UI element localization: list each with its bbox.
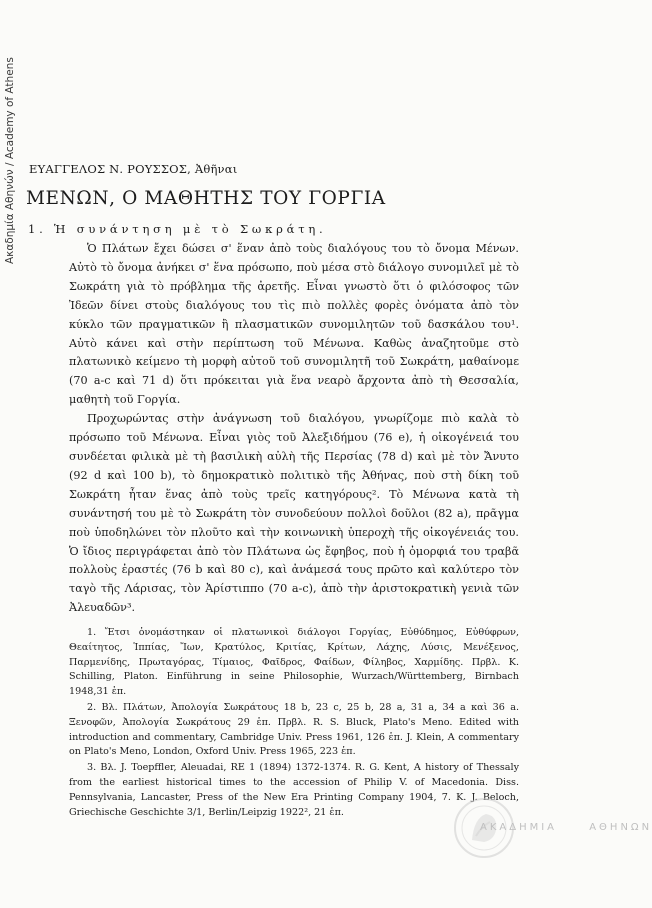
academy-mark-latin: ΑΘΗΝΩΝ [589,822,652,833]
footnote: 1. Ἔτσι ὀνομάστηκαν οἱ πλατωνικοὶ διάλογοι Γοργίας, Εὐθύδημος, Εὐθύφρων, Θεαίτητος, Ἱππίας, Ἴων, Κρατύλος, Κριτίας, Κρίτων, Λάχης, Λύσις, Μενέξενος, Παρμενίδης, Πρωταγόρας, Τίμαιος, Φαῖδρος, Φαίδων, Φίληβος, Χαρμίδης. Πρβλ. K. Schilling, Platon. Einführung in seine Philosophie, Wurzach/Württemberg, Birnbach 1948,31 ἑπ. [69,627,519,698]
section-heading: 1. Ἡ συνάντηση μὲ τὸ Σωκράτη. [28,222,327,236]
footnote: 3. Βλ. J. Toepffler, Aleuadai, RE 1 (1894) 1372-1374. R. G. Kent, A history of Thessaly from the earliest historical times to the accession of Philip V. of Macedonia. Diss. Pennsylvania, Lancaster, Press of the New Era Printing Company 1904, 7. K. J. Beloch, Griechische Geschichte 3/1, Berlin/Leipzig 1922², 21 ἑπ. [69,762,519,818]
paragraph: Ὁ Πλάτων ἔχει δώσει σ' ἕναν ἀπὸ τοὺς διαλόγους του τὸ ὄνομα Μένων. Αὐτὸ τὸ ὄνομα ἀνήκει σ' ἕνα πρόσωπο, ποὺ μέσα στὸ διάλογο συνομιλεῖ μὲ τὸ Σωκράτη γιὰ τὸ πρόβλημα τῆς ἀρετῆς. Εἶναι γνωστὸ ὅτι ὁ φιλόσοφος τῶν Ἰδεῶν δίνει στοὺς διαλόγους του τὶς πιὸ πολλὲς φορὲς ὀνόματα ἀπὸ τὸν κύκλο τῶν πραγματικῶν ἢ πλασματικῶν συνομιλητῶν τοῦ δασκάλου του¹. Αὐτὸ κάνει καὶ στὴν περίπτωση τοῦ Μένωνα. Καθὼς ἀναζητοῦμε στὸ πλατωνικὸ κείμενο τὴ μορφὴ αὐτοῦ τοῦ συνομιλητῆ τοῦ Σωκράτη, μαθαίνομε (70 a-c καὶ 71 d) ὅτι πρόκειται γιὰ ἕνα νεαρὸ ἄρχοντα ἀπὸ τὴ Θεσσαλία, μαθητὴ τοῦ Γοργία. [69,242,519,407]
academy-mark-greek: ΑΚΑΔΗΜΙΑ [480,822,558,833]
author-line: ΕΥΑΓΓΕΛΟΣ Ν. ΡΟΥΣΣΟΣ, Ἀθῆναι [29,162,238,176]
footnotes [69,626,519,821]
footnote: 2. Βλ. Πλάτων, Ἀπολογία Σωκράτους 18 b, 23 c, 25 b, 28 a, 31 a, 34 a καὶ 36 a. Ξενοφῶν, Ἀπολογία Σωκράτους 29 ἑπ. Πρβλ. R. S. Bluck, Plato's Meno. Edited with introduction and commentary, Cambridge Univ. Press 1961, 126 ἑπ. J. Klein, A commentary on Plato's Meno, London, Oxford Univ. Press 1965, 223 ἑπ. [69,701,519,758]
side-watermark [4,26,18,264]
article-title: ΜΕΝΩΝ, Ο ΜΑΘΗΤΗΣ ΤΟΥ ΓΟΡΓΙΑ [26,188,386,209]
paragraph: Προχωρώντας στὴν ἀνάγνωση τοῦ διαλόγου, γνωρίζομε πιὸ καλὰ τὸ πρόσωπο τοῦ Μένωνα. Εἶναι γιὸς τοῦ Ἀλεξιδήμου (76 e), ἡ οἰκογένειά του συνδέεται φιλικὰ μὲ τὴ βασιλικὴ αὐλὴ τῆς Περσίας (78 d) καὶ μὲ τὸν Ἄνυτο (92 d καὶ 100 b), τὸ δημοκρατικὸ πολιτικὸ τῆς Ἀθήνας, ποὺ στὴ δίκη τοῦ Σωκράτη ἦταν ἕνας ἀπὸ τοὺς τρεῖς κατηγόρους². Τὸ Μένωνα κατὰ τὴ συνάντησή του μὲ τὸ Σωκράτη τὸν συνοδεύουν πολλοὶ δοῦλοι (82 a), πρᾶγμα ποὺ ὑποδηλώνει τὸν πλοῦτο καὶ τὴν κοινωνικὴ ὑπεροχὴ τῆς οἰκογένειάς του. Ὁ ἴδιος περιγράφεται ἀπὸ τὸν Πλάτωνα ὡς ἔφηβος, ποὺ ἡ ὀμορφιά του τραβᾶ πολλοὺς ἐραστές (76 b καὶ 80 c), καὶ ἀνάμεσά τους πρῶτο καὶ καλύτερο τὸν ταγὸ τῆς Λάρισας, τὸν Ἀρίστιππο (70 a-c), ἀπὸ τὴν ἀριστοκρατικὴ γενιὰ τῶν Ἀλευαδῶν³. [69,412,519,615]
academy-mark [480,822,652,833]
watermark-text: Ακαδημία Αθηνών / Academy of Athens [4,57,16,264]
body-text [69,240,519,618]
